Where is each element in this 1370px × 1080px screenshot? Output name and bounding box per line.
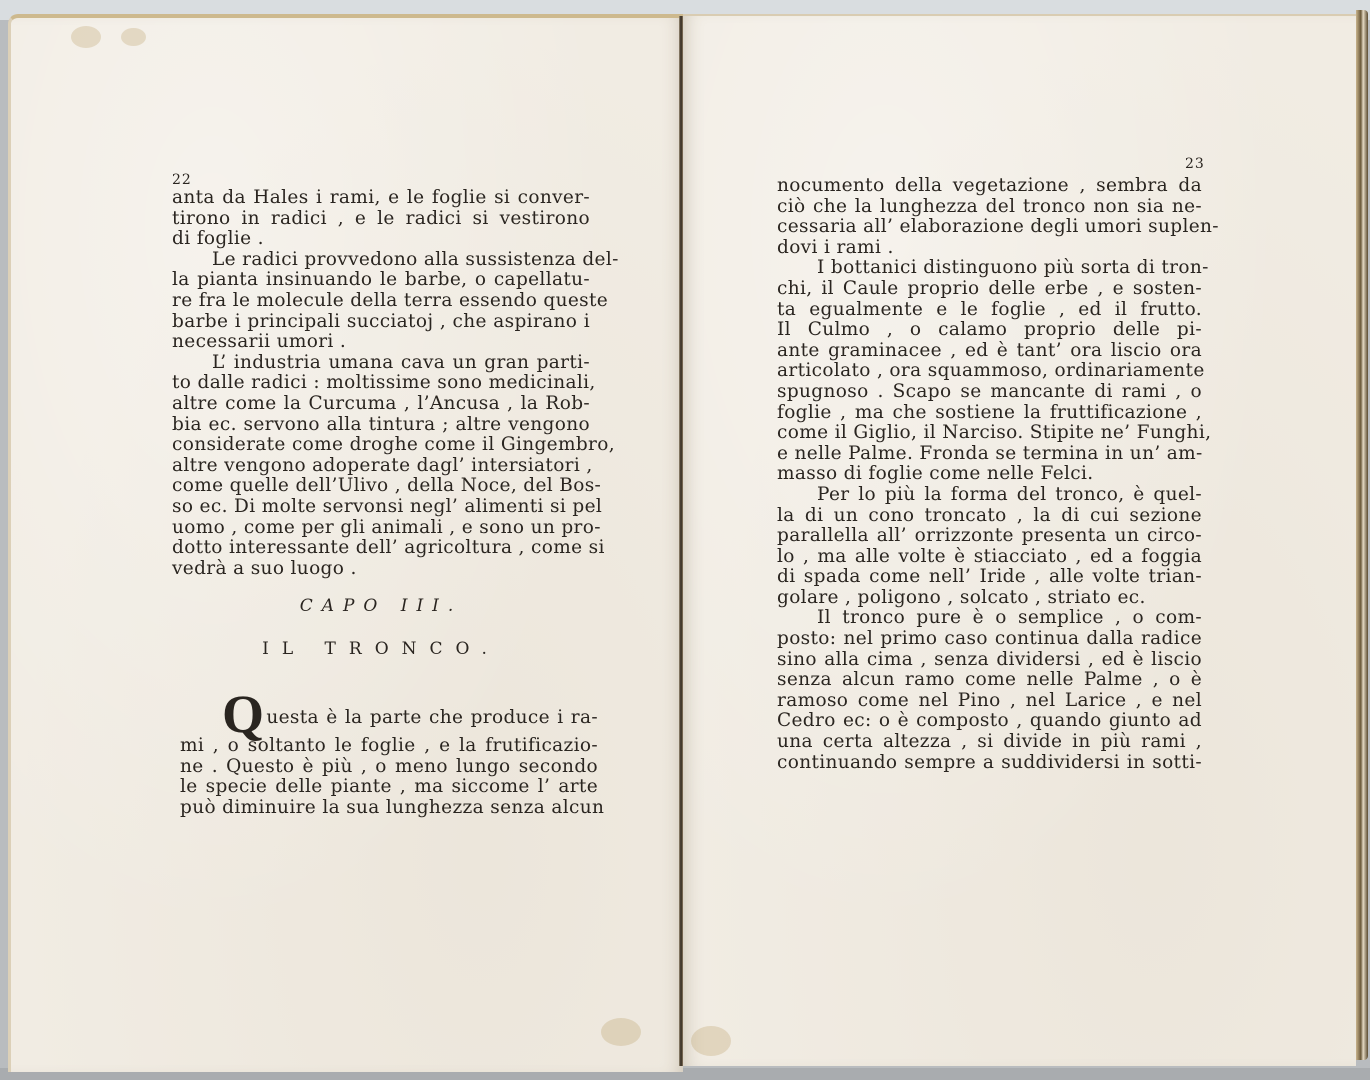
text-line: Il tronco pure è o semplice , o com- bbox=[817, 607, 1202, 629]
text-line: masso di foglie come nelle Felci. bbox=[777, 463, 1094, 485]
text-line: dovi i rami . bbox=[777, 236, 894, 258]
text-line: to dalle radici : moltissime sono medicinali, bbox=[172, 372, 596, 394]
paragraph bbox=[777, 257, 1212, 485]
text-line: chi, il Caule proprio delle erbe , e sosten- bbox=[777, 277, 1202, 299]
text-line: le specie delle piante , ma siccome l’ arte bbox=[180, 776, 598, 798]
paragraph bbox=[777, 608, 1202, 773]
text-line: mi , o soltanto le foglie , e la frutificazio- bbox=[180, 735, 598, 756]
text-line: uomo , come per gli animali , e sono un pro- bbox=[172, 516, 601, 538]
text-line: articolato , ora squammoso, ordinariamente bbox=[777, 360, 1205, 382]
text-line: parallella all’ orrizzonte presenta un circo- bbox=[777, 525, 1202, 547]
paragraph bbox=[777, 485, 1202, 609]
text-line: dotto interessante dell’ agricoltura , come si bbox=[172, 537, 605, 559]
text-line: L’ industria umana cava un gran parti- bbox=[212, 351, 590, 373]
paragraph bbox=[172, 248, 619, 353]
text-line: Cedro ec: o è composto , quando giunto ad bbox=[777, 710, 1202, 732]
text-line: come quelle dell’Ulivo , della Noce, del Bos- bbox=[172, 475, 602, 497]
text-line: la pianta insinuando le barbe, o capellatu- bbox=[172, 269, 590, 291]
text-line: anta da Hales i rami, e le foglie si conver- bbox=[172, 187, 590, 208]
text-line: posto: nel primo caso continua dalla radice bbox=[777, 628, 1202, 650]
text-line: Il Culmo , o calamo proprio delle pi- bbox=[777, 319, 1202, 341]
text-line: continuando sempre a suddividersi in sotti- bbox=[777, 751, 1202, 773]
text-line: ne . Questo è più , o meno lungo secondo bbox=[180, 755, 598, 777]
page-number-left: 22 bbox=[172, 172, 192, 188]
page-number-right: 23 bbox=[1185, 156, 1205, 172]
paragraph bbox=[777, 175, 1219, 258]
foxing-stain bbox=[601, 1018, 641, 1046]
text-line: uesta è la parte che produce i ra- bbox=[266, 707, 598, 728]
text-line: può diminuire la sua lunghezza senza alcun bbox=[180, 796, 605, 818]
paragraph bbox=[172, 188, 590, 250]
text-line: ramoso come nel Pino , nel Larice , e nel bbox=[777, 689, 1202, 711]
text-line: vedrà a suo luogo . bbox=[172, 557, 357, 579]
text-line: cessaria all’ elaborazione degli umori suplen- bbox=[777, 216, 1219, 238]
text-line: altre come la Curcuma , l’Ancusa , la Rob- bbox=[172, 392, 590, 414]
text-line: I bottanici distinguono più sorta di tron- bbox=[817, 257, 1209, 279]
text-line: la di un cono troncato , la di cui sezione bbox=[777, 504, 1202, 526]
text-line: foglie , ma che sostiene la fruttificazione , bbox=[777, 401, 1202, 423]
text-line: necessarii umori . bbox=[172, 331, 347, 353]
text-line: ante graminacee , ed è tant’ ora liscio ora bbox=[777, 339, 1202, 361]
foxing-stain bbox=[691, 1026, 731, 1056]
text-line: come il Giglio, il Narciso. Stipite ne’ Funghi, bbox=[777, 422, 1212, 444]
chapter-title: IL TRONCO. bbox=[262, 639, 500, 659]
text-line: re fra le molecule della terra essendo queste bbox=[172, 289, 609, 311]
text-line: senza alcun ramo come nelle Palme , o è bbox=[777, 669, 1202, 691]
paragraph bbox=[172, 351, 615, 580]
text-line: golare , poligono , solcato , striato ec. bbox=[777, 586, 1146, 608]
text-line: ta egualmente e le foglie , ed il frutto. bbox=[777, 298, 1202, 320]
text-line: di spada come nell’ Iride , alle volte trian- bbox=[777, 566, 1202, 588]
text-line: spugnoso . Scapo se mancante di rami , o bbox=[777, 380, 1202, 402]
text-line: tirono in radici , e le radici si vestirono bbox=[172, 207, 590, 229]
drop-cap: Q bbox=[222, 684, 265, 744]
fore-edge bbox=[1356, 10, 1368, 1060]
text-line: lo , ma alle volte è stiacciato , ed a foggia bbox=[777, 545, 1202, 567]
text-line: ciò che la lunghezza del tronco non sia ne- bbox=[777, 195, 1202, 217]
foxing-stain bbox=[121, 28, 146, 46]
text-line: altre vengono adoperate dagl’ intersiatori , bbox=[172, 454, 593, 476]
right-page-body bbox=[777, 175, 1219, 773]
text-line: di foglie . bbox=[172, 228, 264, 250]
left-page-body bbox=[172, 187, 619, 579]
text-line: considerate come droghe come il Gingembro, bbox=[172, 434, 615, 456]
text-line: Per lo più la forma del tronco, è quel- bbox=[817, 483, 1202, 505]
text-line: barbe i principali succiatoj , che aspirano i bbox=[172, 310, 590, 332]
text-line: Le radici provvedono alla sussistenza del- bbox=[212, 248, 619, 270]
text-line: e nelle Palme. Fronda se termina in un’ am- bbox=[777, 442, 1203, 464]
text-line: bia ec. servono alla tintura ; altre vengono bbox=[172, 413, 590, 435]
text-line: nocumento della vegetazione , sembra da bbox=[777, 175, 1202, 196]
text-line: una certa altezza , si divide in più rami , bbox=[777, 731, 1202, 753]
text-line: sino alla cima , senza dividersi , ed è liscio bbox=[777, 648, 1202, 670]
text-line: so ec. Di molte servonsi negl’ alimenti si pel bbox=[172, 495, 603, 517]
foxing-stain bbox=[71, 26, 101, 48]
chapter-opening-paragraph bbox=[180, 684, 605, 818]
chapter-number: CAPO III. bbox=[299, 596, 463, 616]
